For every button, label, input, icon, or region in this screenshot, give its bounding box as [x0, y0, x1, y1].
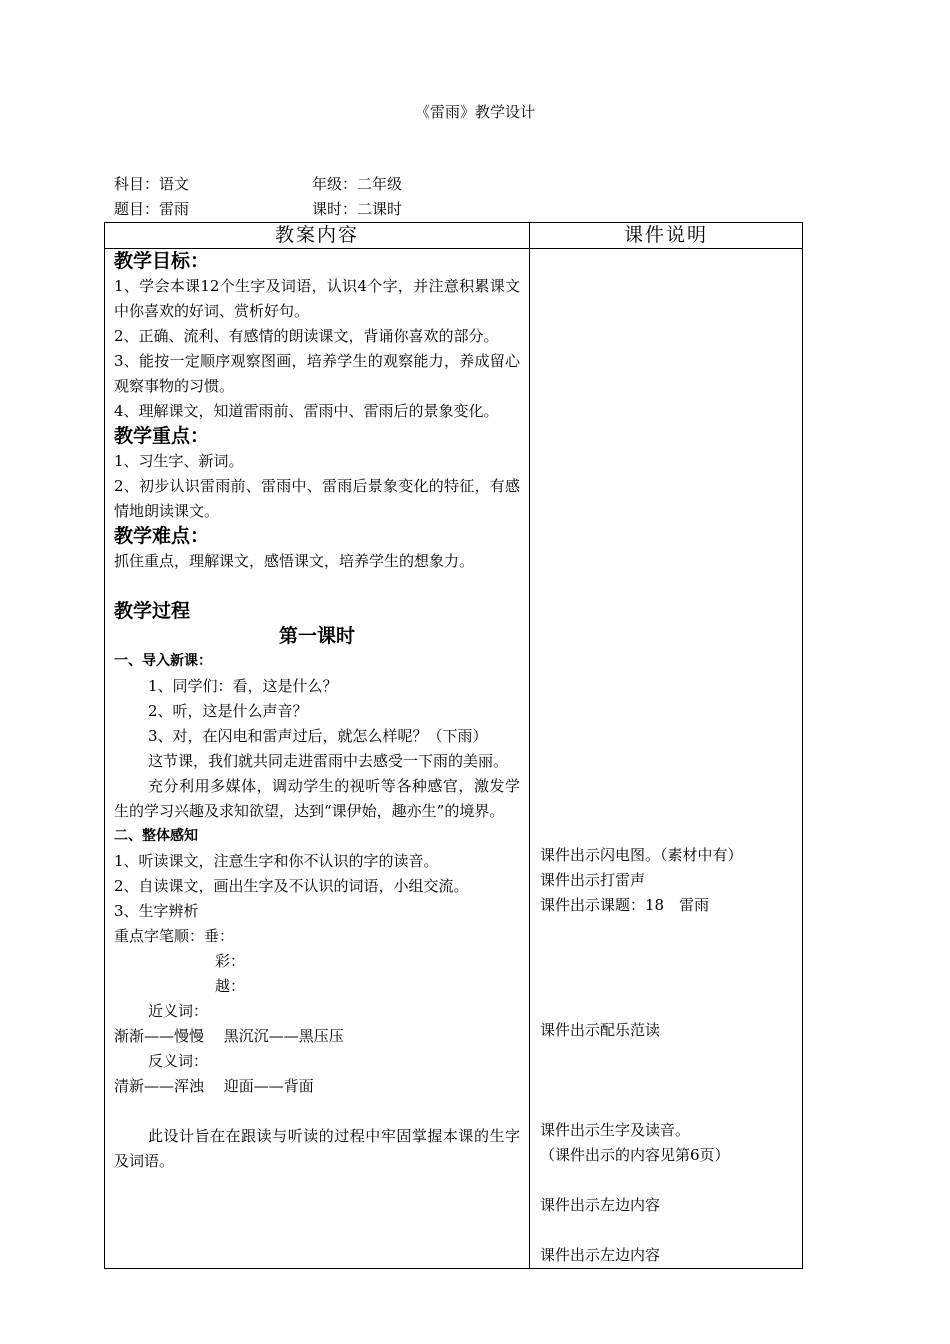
section1-line: 1、同学们：看，这是什么？ [148, 677, 338, 695]
courseware-note: 课件出示闪电图。（素材中有） [540, 846, 743, 864]
objectives-heading: 教学目标： [114, 250, 210, 272]
lesson-plan-table [104, 222, 803, 1269]
keypoint-item: 2、初步认识雷雨前、雷雨中、雷雨后景象变化的特征，有感情地朗读课文。 [114, 477, 520, 520]
courseware-note: 课件出示配乐范读 [540, 1021, 661, 1039]
section1-line: 充分利用多媒体，调动学生的视听等各种感官，激发学生的学习兴趣及求知欲望，达到“课伊始，趣亦生”的境界。 [114, 777, 520, 820]
courseware-note: 课件出示左边内容 [540, 1196, 661, 1214]
section1-line: 2、听，这是什么声音？ [148, 702, 308, 720]
col-header-courseware: 课件说明 [530, 223, 803, 249]
objective-item: 3、能按一定顺序观察图画，培养学生的观察能力，养成留心观察事物的习惯。 [114, 352, 520, 395]
section2-line: 1、听读课文，注意生字和你不认识的字的读音。 [114, 852, 439, 870]
subject-label: 科目：语文 [114, 175, 190, 193]
antonym-pairs: 清新——浑浊 迎面——背面 [114, 1077, 314, 1095]
courseware-cell [530, 249, 803, 1269]
keypoint-item: 1、习生字、新词。 [114, 452, 244, 470]
courseware-note: 课件出示生字及读音。 [540, 1121, 691, 1139]
section1-heading: 一、导入新课： [114, 653, 212, 669]
section2-line: 2、自读课文，画出生字及不认识的词语，小组交流。 [114, 877, 469, 895]
col-header-content: 教案内容 [105, 223, 530, 249]
section1-line: 3、对，在闪电和雷声过后，就怎么样呢？（下雨） [148, 727, 488, 745]
stroke-order-row [114, 924, 520, 949]
content-cell [105, 249, 530, 1269]
objective-item: 4、理解课文，知道雷雨前、雷雨中、雷雨后的景象变化。 [114, 402, 499, 420]
stroke-char: 彩： [215, 952, 246, 970]
section2-heading: 二、整体感知 [114, 828, 198, 844]
stroke-label: 重点字笔顺： [114, 927, 205, 945]
period-label: 课时：二课时 [312, 200, 403, 218]
stroke-char: 越： [215, 977, 246, 995]
objective-item: 1、学会本课12个生字及词语，认识4个字，并注意积累课文中你喜欢的好词、赏析好句。 [114, 277, 520, 320]
section2-line: 3、生字辨析 [114, 902, 199, 920]
antonym-label: 反义词： [148, 1052, 209, 1070]
document-title: 《雷雨》教学设计 [414, 103, 535, 121]
process-heading: 教学过程 [114, 600, 191, 622]
design-note: 此设计旨在在跟读与听读的过程中牢固掌握本课的生字及词语。 [114, 1127, 520, 1170]
courseware-note: （课件出示的内容见第6页） [540, 1146, 730, 1164]
difficulty-text: 抓住重点，理解课文，感悟课文，培养学生的想象力。 [114, 552, 475, 570]
keypoints-heading: 教学重点： [114, 425, 210, 447]
courseware-note: 课件出示课题：18 雷雨 [540, 896, 710, 914]
difficulty-heading: 教学难点： [114, 525, 210, 547]
lesson-heading: 第一课时 [278, 625, 355, 647]
synonym-pairs: 渐渐——慢慢 黑沉沉——黑压压 [114, 1027, 344, 1045]
grade-label: 年级：二年级 [312, 175, 403, 193]
synonym-label: 近义词： [148, 1002, 209, 1020]
courseware-note: 课件出示左边内容 [540, 1246, 661, 1264]
section1-line: 这节课，我们就共同走进雷雨中去感受一下雨的美丽。 [148, 752, 509, 770]
courseware-note: 课件出示打雷声 [540, 871, 646, 889]
topic-label: 题目：雷雨 [114, 200, 190, 218]
objective-item: 2、正确、流利、有感情的朗读课文，背诵你喜欢的部分。 [114, 327, 499, 345]
stroke-char: 垂： [204, 927, 235, 945]
